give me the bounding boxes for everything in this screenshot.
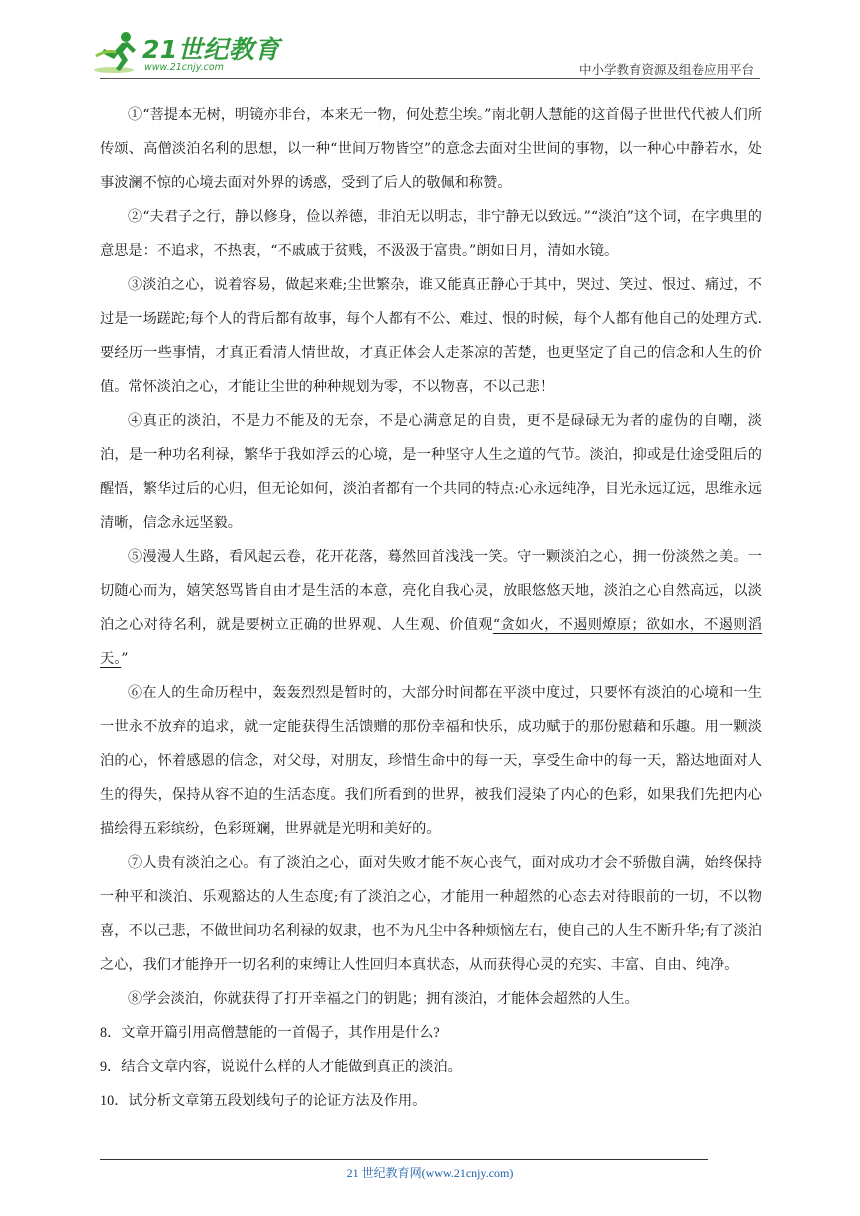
platform-title: 中小学教育资源及组卷应用平台 — [578, 62, 754, 77]
question-9: 9．结合文章内容，说说什么样的人才能做到真正的淡泊。 — [100, 1059, 462, 1075]
logo-text: 21世纪教育 — [142, 35, 280, 64]
site-logo[interactable] — [92, 30, 280, 78]
header-divider — [100, 78, 760, 79]
paragraph-3: ③淡泊之心，说着容易，做起来难;尘世繁杂，谁又能真正静心于其中，哭过、笑过、恨过、痛过，不过是一场蹉跎;每个人的背后都有故事，每个人都有不公、难过、恨的时候，每个人都有他自己的处理方式.要经历一些事情，才真正看清人情世故，才真正体会人走茶凉的苦楚，也更坚定了自己的信念和人生的价值。常怀淡泊之心，才能让尘世的种种规划为零，不以物喜，不以己悲！ — [100, 277, 762, 395]
paragraph-6: ⑥在人的生命历程中，轰轰烈烈是暂时的，大部分时间都在平淡中度过，只要怀有淡泊的心境和一生一世永不放弃的追求，就一定能获得生活馈赠的那份幸福和快乐，成功赋于的那份慰藉和乐趣。用一颗淡泊的心，怀着感恩的信念，对父母，对朋友，珍惜生命中的每一天，享受生命中的每一天，豁达地面对人生的得失，保持从容不迫的生活态度。我们所看到的世界，被我们浸染了内心的色彩，如果我们先把内心描绘得五彩缤纷，色彩斑斓，世界就是光明和美好的。 — [100, 685, 762, 837]
paragraph-7: ⑦人贵有淡泊之心。有了淡泊之心，面对失败才能不灰心丧气，面对成功才会不骄傲自满，始终保持一种平和淡泊、乐观豁达的人生态度;有了淡泊之心，才能用一种超然的心态去对待眼前的一切，不以物喜，不以己悲，不做世间功名利禄的奴隶，也不为凡尘中各种烦恼左右，使自己的人生不断升华;有了淡泊之心，我们才能挣开一切名利的束缚让人性回归本真状态，从而获得心灵的充实、丰富、自由、纯净。 — [100, 855, 762, 973]
paragraph-4: ④真正的淡泊，不是力不能及的无奈，不是心满意足的自贵，更不是碌碌无为者的虚伪的自嘲，淡泊，是一种功名利禄，繁华于我如浮云的心境，是一种坚守人生之道的气节。淡泊，抑或是仕途受阻后的醒悟，繁华过后的心归，但无论如何，淡泊者都有一个共同的特点:心永远纯净，目光永远辽远，思维永远清晰，信念永远坚毅。 — [100, 413, 762, 531]
footer-divider — [100, 1159, 708, 1160]
paragraph-2: ②“夫君子之行，静以修身，俭以养德，非泊无以明志，非宁静无以致远。”“淡泊”这个词，在字典里的意思是：不追求，不热衷，“不戚戚于贫贱，不汲汲于富贵。”朗如日月，清如水镜。 — [100, 209, 762, 259]
footer-link[interactable]: 21 世纪教育网(www.21cnjy.com) — [346, 1166, 514, 1180]
paragraph-1: ①“菩提本无树，明镜亦非台，本来无一物，何处惹尘埃。”南北朝人慧能的这首偈子世世代代被人们所传颂、高僧淡泊名利的思想，以一种“世间万物皆空”的意念去面对尘世间的事物，以一种心中静若水，处事波澜不惊的心境去面对外界的诱惑，受到了后人的敬佩和称赞。 — [100, 107, 762, 191]
article-body — [100, 98, 762, 1118]
question-10: 10．试分析文章第五段划线句子的论证方法及作用。 — [100, 1093, 427, 1109]
underlined-sentence: “贪如火，不遏则燎原；欲如水，不遏则滔天。 — [100, 617, 762, 667]
question-8: 8．文章开篇引用高僧慧能的一首偈子，其作用是什么? — [100, 1025, 440, 1041]
page-header — [0, 0, 860, 90]
runner-logo-icon — [92, 30, 142, 76]
logo-url: www.21cnjy.com — [144, 62, 224, 73]
paragraph-5-text: ⑤漫漫人生路，看风起云卷，花开花落，蓦然回首浅浅一笑。守一颗淡泊之心，拥一份淡然之美。一切随心而为，嬉笑怒骂皆自由才是生活的本意，亮化自我心灵，放眼悠悠天地，淡泊之心自然高远，以淡泊之心对待名利，就是要树立正确的世界观、人生观、价值观 — [100, 549, 762, 633]
paragraph-5-end: ” — [121, 651, 129, 667]
paragraph-8: ⑧学会淡泊，你就获得了打开幸福之门的钥匙；拥有淡泊，才能体会超然的人生。 — [128, 991, 639, 1007]
paragraph-5 — [100, 540, 762, 676]
